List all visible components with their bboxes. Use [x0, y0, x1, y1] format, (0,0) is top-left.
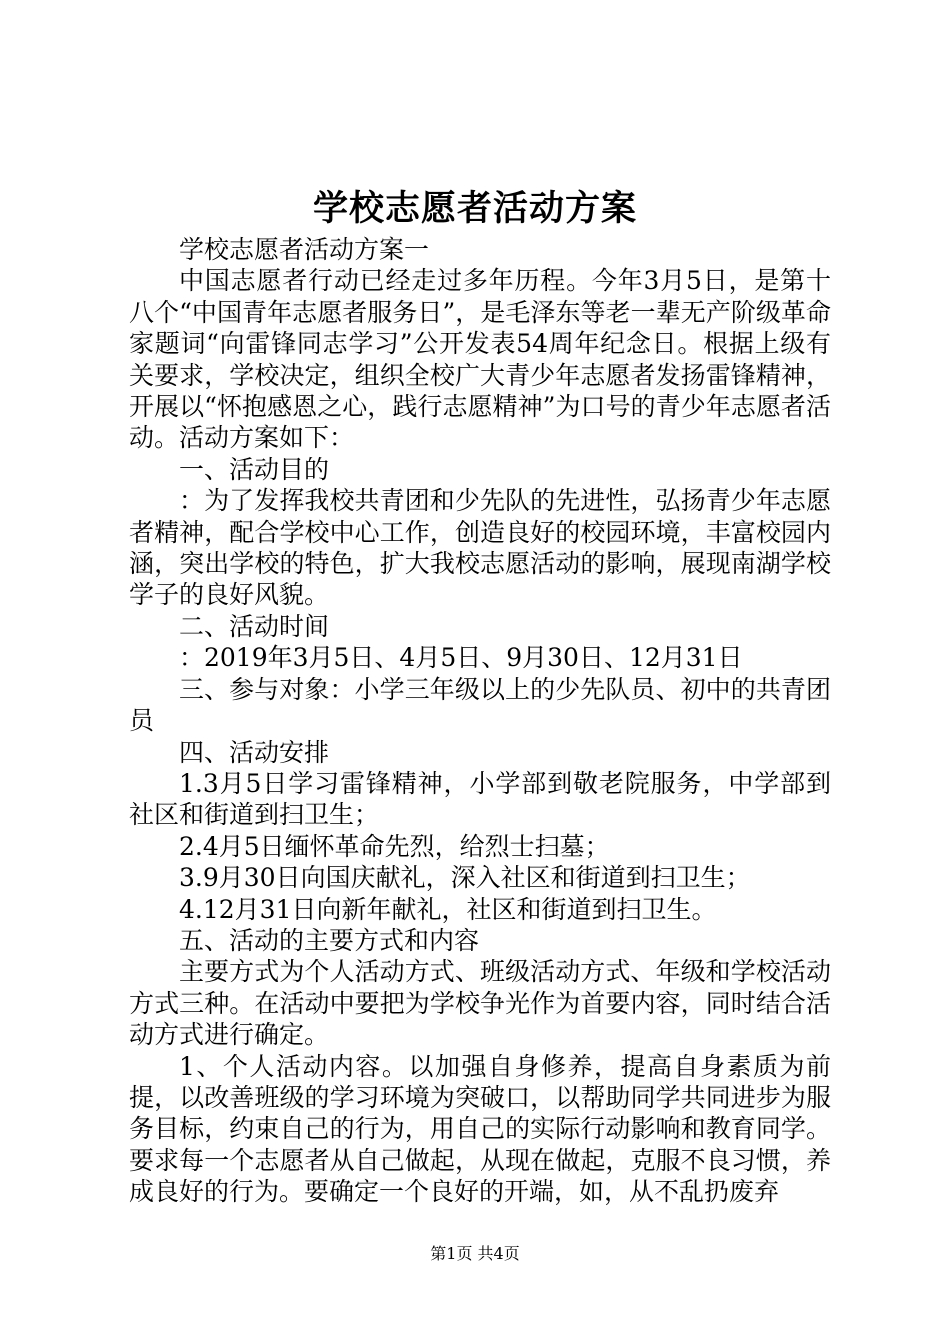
document-body — [129, 234, 831, 1208]
heading-purpose: 一、活动目的 — [179, 454, 330, 484]
paragraph-subtitle: 学校志愿者活动方案一 — [179, 235, 430, 264]
heading-methods: 五、活动的主要方式和内容 — [179, 925, 480, 955]
document-title: 学校志愿者活动方案 — [312, 188, 637, 229]
paragraph-purpose: ：为了发挥我校共青团和少先队的先进性，弘扬青少年志愿者精神，配合学校中心工作，创造良好的校园环境，丰富校园内涵，突出学校的特色，扩大我校志愿活动的影响，展现南湖学校学子的良好风貌。 — [129, 486, 831, 610]
arrangement-item-3: 3.9月30日向国庆献礼，深入社区和街道到扫卫生； — [179, 863, 751, 893]
paragraph-methods: 主要方式为个人活动方式、班级活动方式、年级和学校活动方式三种。在活动中要把为学校争光作为首要内容，同时结合活动方式进行确定。 — [129, 957, 831, 1050]
arrangement-item-4: 4.12月31日向新年献礼，社区和街道到扫卫生。 — [179, 894, 717, 924]
paragraph-participants: 三、参与对象：小学三年级以上的少先队员、初中的共青团员 — [129, 674, 831, 736]
heading-arrangement: 四、活动安排 — [179, 737, 330, 767]
arrangement-item-1: 1.3月5日学习雷锋精神，小学部到敬老院服务，中学部到社区和街道到扫卫生； — [129, 768, 831, 830]
page-footer: 第1页 共4页 — [430, 1244, 520, 1263]
paragraph-time: ：2019年3月5日、4月5日、9月30日、12月31日 — [179, 643, 743, 673]
heading-time: 二、活动时间 — [179, 611, 330, 641]
arrangement-item-2: 2.4月5日缅怀革命先烈，给烈士扫墓； — [179, 831, 610, 861]
paragraph-intro: 中国志愿者行动已经走过多年历程。今年3月5日，是第十八个“中国青年志愿者服务日”，是毛泽东等老一辈无产阶级革命家题词“向雷锋同志学习”公开发表54周年纪念日。根据上级有关要求，学校决定，组织全校广大青少年志愿者发扬雷锋精神，开展以“怀抱感恩之心，践行志愿精神”为口号的青少年志愿者活动。活动方案如下： — [129, 266, 831, 453]
paragraph-individual-activity: 1、个人活动内容。以加强自身修养，提高自身素质为前提，以改善班级的学习环境为突破口，以帮助同学共同进步为服务目标，约束自己的行为，用自己的实际行动影响和教育同学。要求每一个志愿者从自己做起，从现在做起，克服不良习惯，养成良好的行为。要确定一个良好的开端，如，从不乱扔废弃 — [129, 1051, 831, 1207]
